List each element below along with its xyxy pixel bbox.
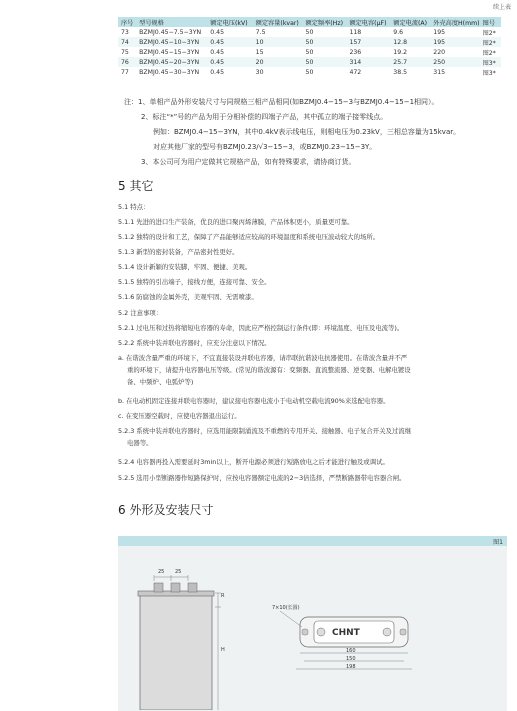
table-cell: 10 <box>253 37 303 47</box>
section-5-item: 5.1 特点： <box>118 203 150 211</box>
table-cell: 50 <box>305 28 314 36</box>
dim-side-h: H <box>221 647 225 653</box>
figure-label: 图1 <box>493 539 503 546</box>
table-cell: 9.6 <box>393 28 404 36</box>
dimension-drawing <box>118 547 507 710</box>
table-cell: 38.5 <box>393 68 408 76</box>
table-cell: 7.5 <box>255 28 266 36</box>
table-cell: 50 <box>303 57 347 67</box>
table-cell: 315 <box>433 68 446 76</box>
section-5-item: b. 在电动机固定连接并联电容器时，建议接电容器电流小于电动机空载电流90%来选配电容器。 <box>118 397 390 405</box>
dim-top-b: 25 <box>175 569 182 575</box>
dim-hole: 7×10(长圆) <box>272 605 300 611</box>
dim-top-a: 25 <box>158 569 165 575</box>
table-cell: 50 <box>303 37 347 47</box>
table-row <box>118 47 501 57</box>
column-header: 图号 <box>480 17 501 27</box>
table-row <box>118 57 501 67</box>
section-5-item: c. 在变压器空载时，应使电容器退出运行。 <box>118 412 241 420</box>
section-5-item: 5.1.1 先进的进口生产装备，优良的进口聚丙烯薄膜，产品体积更小，质量更可靠。 <box>118 218 354 226</box>
table-cell: 157 <box>346 37 390 47</box>
table-cell: 195 <box>433 28 446 36</box>
table-cell: 0.45 <box>210 48 225 56</box>
table-cell: 0.45 <box>210 68 225 76</box>
table-cell: 472 <box>349 68 362 76</box>
table-cell: 50 <box>305 48 314 56</box>
table-cell: 75 <box>121 48 129 56</box>
section-5-item: 5.1.5 独特的引出端子，接线方便，连接可靠、安全。 <box>118 278 271 286</box>
note-2-example: 例如：BZMJ0.4−15−3YN，其中0.4kV表示线电压，则相电压为0.23kV，三相总容量为15kvar。 <box>153 128 461 136</box>
table-cell: 236 <box>349 48 362 56</box>
column-header: 额定电容(μF) <box>346 17 390 27</box>
table-header-row <box>118 17 501 27</box>
table-cell: 118 <box>349 28 362 36</box>
table-cell: 74 <box>118 37 136 47</box>
dim-d1: 160 <box>346 648 356 654</box>
table-cell: 0.45 <box>210 28 225 36</box>
section-5-item: 5.1.6 防腐蚀的金属外壳，美观牢固、无需喷漆。 <box>118 293 258 301</box>
table-cell: BZMJ0.45−15−3YN <box>139 48 200 56</box>
dim-d2: 150 <box>346 656 356 662</box>
dim-d3: 198 <box>346 664 356 670</box>
section-5-item: 5.2.4 电容器再投入需要延时3min以上，断开电源必须进行短路放电之后才能进行触及或调试。 <box>118 458 389 466</box>
column-header: 额定电流(A) <box>390 17 430 27</box>
section-5-item: 重的环境下，请提升电容器电压等级。(常见的谐波源有：变频器、直流整流器、逆变器、电解电镀设 <box>127 366 411 374</box>
table-cell: 图2* <box>482 49 496 57</box>
table-cell: 220 <box>433 48 446 56</box>
table-cell: 30 <box>255 68 264 76</box>
table-row <box>118 27 501 37</box>
brand-logo: CHNT <box>332 628 360 638</box>
table-cell: 12.8 <box>390 37 430 47</box>
note-2: 2、标注“*”号的产品为用于分相补偿的四端子产品，其中孤立的端子接零线点。 <box>141 113 388 121</box>
table-cell: 73 <box>121 28 129 36</box>
column-header: 序号 <box>118 17 136 27</box>
dim-side-r: R <box>221 593 225 599</box>
column-header: 额定容量(kvar) <box>253 17 303 27</box>
capacitor-front-view <box>138 575 221 710</box>
column-header: 外壳高度H(mm) <box>430 17 479 27</box>
table-cell: 图3* <box>480 57 501 67</box>
column-header: 额定电压(kV) <box>207 17 252 27</box>
section-5-item: 5.2.3 系统中装并联电容器时，应选用能限制涌流及不重燃的专用开关、接触器、电子复合开关及过流继 <box>118 427 412 435</box>
section-5-item: 5.1.4 设计新颖的安装脚，牢固、便捷、美观。 <box>118 263 252 271</box>
section-5-item: 电器等。 <box>127 439 153 447</box>
section-5-item: 5.2 注意事项： <box>118 309 163 317</box>
table-cell: 19.2 <box>393 48 408 56</box>
table-cell: 图2* <box>482 29 496 37</box>
column-header: 额定频率(Hz) <box>303 17 347 27</box>
table-row <box>118 37 501 47</box>
table-cell: 图2* <box>480 37 501 47</box>
section-5-item: 5.2.1 过电压和过热将缩短电容器的寿命，因此应严格控制运行条件(即：环境温度、电压及电流等)。 <box>118 324 404 332</box>
section-5-item: a. 在谐波含量严重的环境下，不宜直接装设并联电容器，请串联抗谐波电抗器使用。在谐波含量并不严 <box>118 354 408 362</box>
table-cell: BZMJ0.45−30−3YN <box>139 68 200 76</box>
section-5-title: 5 其它 <box>118 179 154 193</box>
table-cell: 77 <box>121 68 129 76</box>
section-5-item: 备、中频炉、电弧炉等) <box>127 378 194 386</box>
section-5-item: 5.1.3 新型的密封装备，产品密封性更好。 <box>118 248 239 256</box>
table-cell: 195 <box>430 37 479 47</box>
table-cell: 314 <box>346 57 390 67</box>
note-2-alt: 对应其他厂家的型号有BZMJ0.23/√3−15−3，或BZMJ0.23−15−3Y。 <box>153 143 377 151</box>
table-cell: 0.45 <box>207 57 252 67</box>
table-cell: 50 <box>305 68 314 76</box>
figure-header-bar <box>118 536 507 546</box>
table-cell: BZMJ0.45−20−3YN <box>136 57 207 67</box>
note-1: 注：1、单相产品外形安装尺寸与同规格三相产品相同(如BZMJ0.4−15−3与BZMJ0.4−15−1相同）。 <box>124 98 439 106</box>
table-cell: 250 <box>430 57 479 67</box>
section-5-item: 5.2.5 选用小型断路器作短路保护时，应按电容器额定电流的2−3倍选择，严禁断路器带电容器合闸。 <box>118 474 406 482</box>
table-row <box>118 67 501 77</box>
table-cell: 15 <box>255 48 264 56</box>
table-cell: BZMJ0.45−10−3YN <box>136 37 207 47</box>
spec-table <box>118 17 501 77</box>
section-5-item: 5.1.2 独特的设计和工艺，保障了产品能够适应较高的环境温度和系统电压波动较大的场所。 <box>118 233 380 241</box>
table-cell: 0.45 <box>207 37 252 47</box>
table-cell: BZMJ0.45−7.5−3YN <box>139 28 202 36</box>
section-6-title: 6 外形及安装尺寸 <box>118 503 214 517</box>
column-header: 型号规格 <box>136 17 207 27</box>
note-3: 3、本公司可为用户定做其它规格产品，如有特殊要求，请协商订货。 <box>141 158 356 166</box>
table-cell: 76 <box>118 57 136 67</box>
table-cell: 25.7 <box>390 57 430 67</box>
table-cell: 图3* <box>482 69 496 77</box>
table-cell: 20 <box>253 57 303 67</box>
section-5-item: 5.2.2 系统中装并联电容器时，应充分注意以下情况。 <box>118 339 271 347</box>
continued-label: 续上表 <box>492 4 511 11</box>
